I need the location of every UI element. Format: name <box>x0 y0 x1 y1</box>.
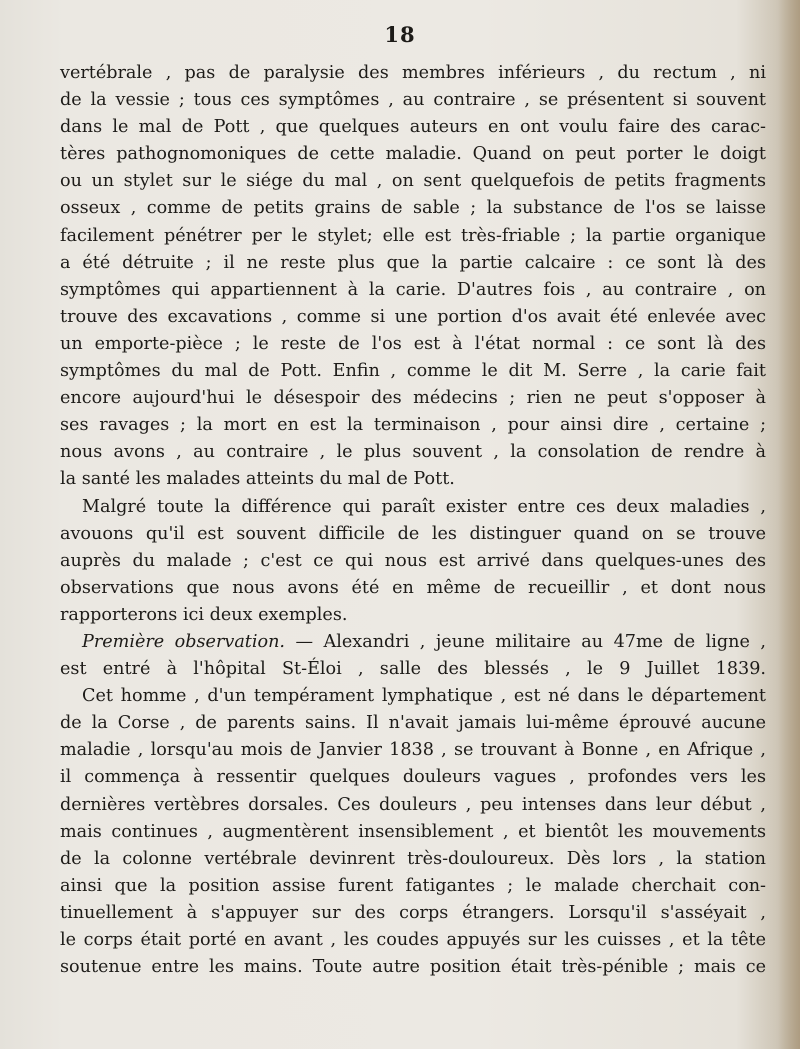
text-line: symptômes qui appartiennent à la carie. D'autres fois , au contraire , on <box>60 279 766 300</box>
text-line: vertébrale , pas de paralysie des membres inférieurs , du rectum , ni <box>60 63 766 83</box>
observation-line <box>60 629 766 656</box>
text-line: a été détruite ; il ne reste plus que la partie calcaire : ce sont là des <box>60 252 766 273</box>
text-line: avouons qu'il est souvent difficile de les distinguer quand on se trouve <box>60 523 766 544</box>
text-line: ainsi que la position assise furent fatigantes ; le malade cherchait con- <box>60 875 766 896</box>
text-line: Malgré toute la différence qui paraît exister entre ces deux maladies , <box>82 496 766 517</box>
text-line: auprès du malade ; c'est ce qui nous est arrivé dans quelques-unes des <box>60 550 766 571</box>
text-line: dernières vertèbres dorsales. Ces douleurs , peu intenses dans leur début , <box>60 794 766 815</box>
page-number: 18 <box>384 22 416 47</box>
observation-text: Alexandri , jeune militaire au 47me de ligne , <box>323 631 766 652</box>
text-line: mais continues , augmentèrent insensiblement , et bientôt les mouvements <box>60 821 766 842</box>
text-line: le corps était porté en avant , les coudes appuyés sur les cuisses , et la tête <box>60 930 766 950</box>
observation-title: Première observation. — <box>82 631 314 652</box>
text-line: trouve des excavations , comme si une portion d'os avait été enlevée avec <box>60 306 766 327</box>
page-edge-shadow <box>778 0 800 1049</box>
text-line: de la colonne vertébrale devinrent très-douloureux. Dès lors , la station <box>60 848 766 869</box>
text-line: osseux , comme de petits grains de sable ; la substance de l'os se laisse <box>60 198 766 219</box>
text-line: nous avons , au contraire , le plus souvent , la consolation de rendre à <box>60 442 766 463</box>
body-text <box>60 60 766 981</box>
text-line: facilement pénétrer per le stylet; elle est très-friable ; la partie organique <box>60 225 766 246</box>
text-line: tinuellement à s'appuyer sur des corps étrangers. Lorsqu'il s'asséyait , <box>60 902 766 923</box>
text-line: de la Corse , de parents sains. Il n'avait jamais lui-même éprouvé aucune <box>60 713 766 734</box>
text-line: rapporterons ici deux exemples. <box>60 604 348 625</box>
text-line: tères pathognomoniques de cette maladie. Quand on peut porter le doigt <box>60 144 766 165</box>
text-line: Cet homme , d'un tempérament lymphatique , est né dans le département <box>82 686 766 707</box>
text-line: ses ravages ; la mort en est la terminaison , pour ainsi dire , certaine ; <box>60 415 766 436</box>
text-line: de la vessie ; tous ces symptômes , au contraire , se présentent si souvent <box>60 90 766 111</box>
text-line: est entré à l'hôpital St-Éloi , salle des blessés , le 9 Juillet 1839. <box>60 659 766 680</box>
text-line: encore aujourd'hui le désespoir des médecins ; rien ne peut s'opposer à <box>60 388 766 409</box>
text-line: dans le mal de Pott , que quelques auteurs en ont voulu faire des carac- <box>60 117 766 138</box>
text-line: symptômes du mal de Pott. Enfin , comme le dit M. Serre , la carie fait <box>60 361 766 382</box>
text-line: ou un stylet sur le siége du mal , on sent quelquefois de petits fragments <box>60 171 766 192</box>
text-line: il commença à ressentir quelques douleurs vagues , profondes vers les <box>60 767 766 788</box>
text-line: un emporte-pièce ; le reste de l'os est à l'état normal : ce sont là des <box>60 333 766 354</box>
text-line: maladie , lorsqu'au mois de Janvier 1838 , se trouvant à Bonne , en Afrique , <box>60 740 766 761</box>
text-line: observations que nous avons été en même de recueillir , et dont nous <box>60 577 766 598</box>
text-line: soutenue entre les mains. Toute autre position était très-pénible ; mais ce <box>60 957 766 978</box>
text-line: la santé les malades atteints du mal de Pott. <box>60 469 455 490</box>
